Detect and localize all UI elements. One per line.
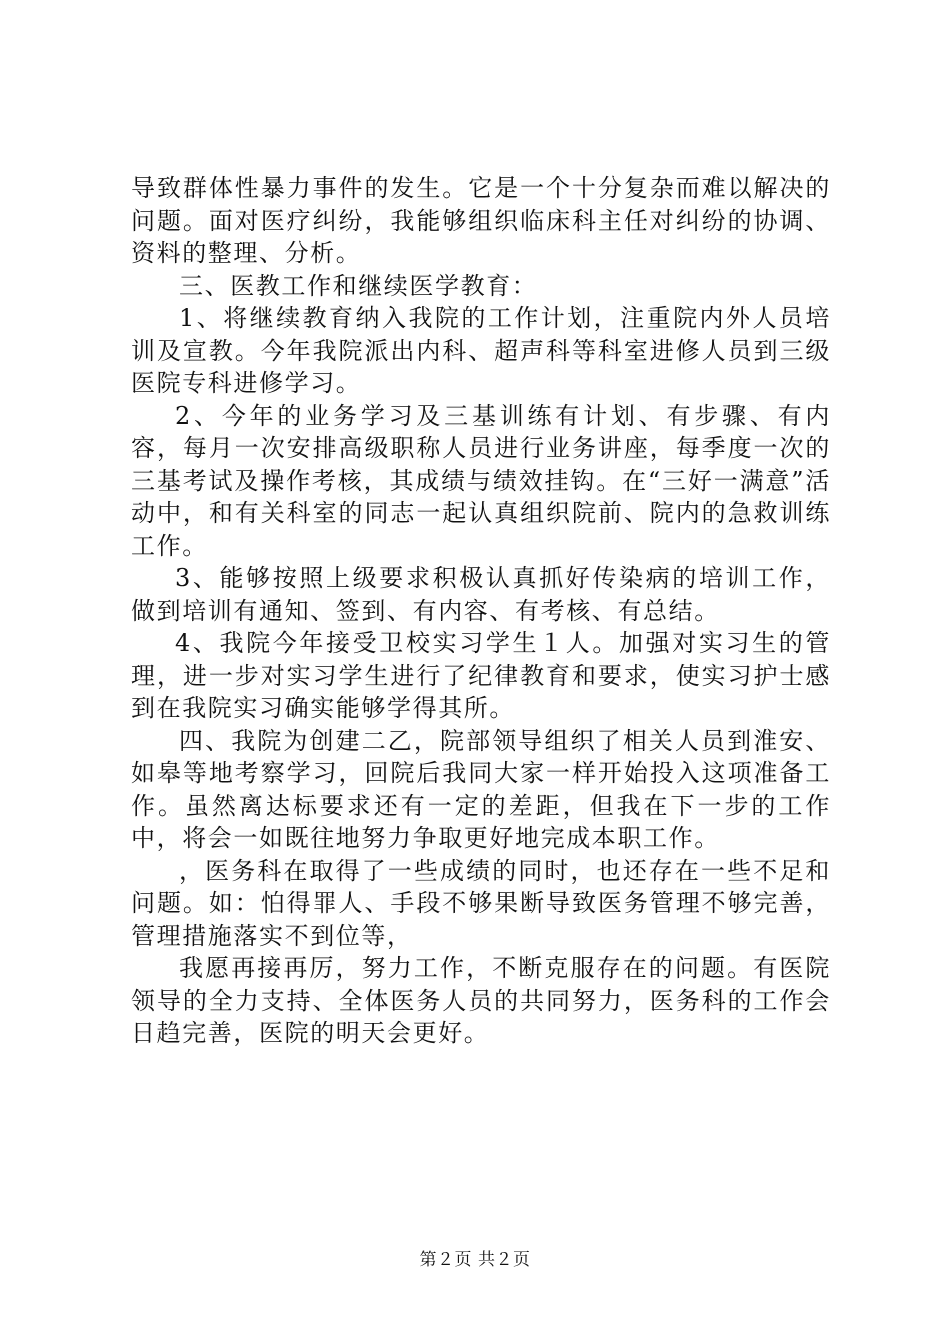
paragraph-item-4: 4、我院今年接受卫校实习学生１人。加强对实习生的管理，进一步对实习学生进行了纪律教育和要求，使实习护士感到在我院实习确实能够学得其所。 (131, 629, 831, 722)
paragraph-item-1: 1、将继续教育纳入我院的工作计划，注重院内外人员培训及宣教。今年我院派出内科、超声科等科室进修人员到三级医院专科进修学习。 (131, 304, 831, 397)
paragraph-conclusion: 我愿再接再厉，努力工作，不断克服存在的问题。有医院领导的全力支持、全体医务人员的共同努力，医务科的工作会日趋完善，医院的明天会更好。 (131, 954, 831, 1047)
paragraph-shortcomings: ，医务科在取得了一些成绩的同时，也还存在一些不足和问题。如：怕得罪人、手段不够果断导致医务管理不够完善，管理措施落实不到位等， (131, 856, 831, 950)
paragraph-item-3: 3、能够按照上级要求积极认真抓好传染病的培训工作，做到培训有通知、签到、有内容、有考核、有总结。 (131, 564, 831, 625)
section-heading-3: 三、医教工作和继续医学教育： (179, 271, 538, 300)
section-heading-4: 四、我院为创建二乙，院部领导组织了相关人员到淮安、如皋等地考察学习，回院后我同大家一样开始投入这项准备工作。虽然离达标要求还有一定的差距，但我在下一步的工作中，将会一如既往地努力争取更好地完成本职工作。 (131, 726, 831, 852)
paragraph-continuation: 导致群体性暴力事件的发生。它是一个十分复杂而难以解决的问题。面对医疗纠纷，我能够组织临床科主任对纠纷的协调、资料的整理、分析。 (131, 174, 831, 267)
page-footer: 第２页 共２页 (419, 1250, 531, 1270)
document-body (131, 172, 831, 1050)
paragraph-item-2: 2、今年的业务学习及三基训练有计划、有步骤、有内容，每月一次安排高级职称人员进行业务讲座，每季度一次的三基考试及操作考核，其成绩与绩效挂钩。在“三好一满意”活动中，和有关科室的同志一起认真组织院前、院内的急救训练工作。 (131, 401, 831, 560)
